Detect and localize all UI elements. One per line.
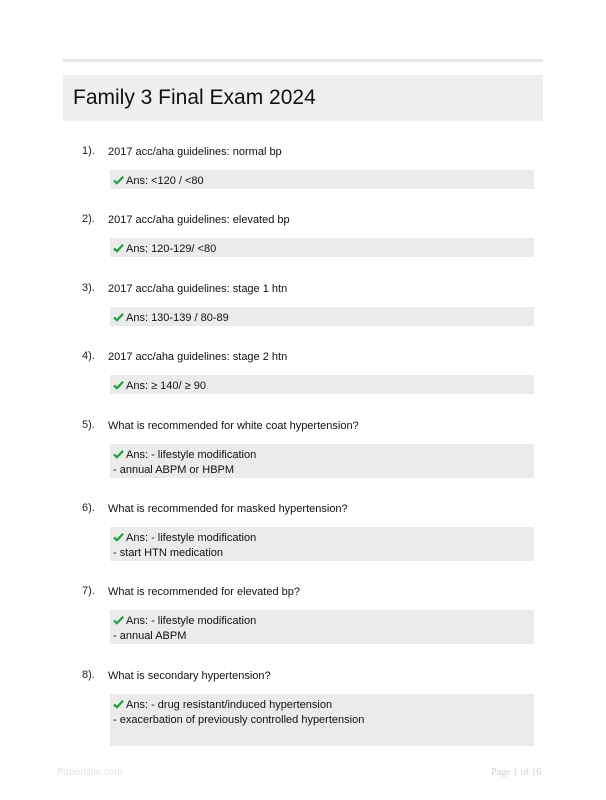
question-text: 2017 acc/aha guidelines: normal bp	[108, 146, 282, 158]
answer-box	[110, 444, 534, 478]
question-number: 6).	[82, 502, 95, 514]
question-number: 2).	[82, 213, 95, 225]
answer-line: Ans: 120-129/ <80	[126, 243, 217, 255]
answer-line: - exacerbation of previously controlled hypertension	[113, 714, 365, 726]
question-text: What is secondary hypertension?	[108, 670, 271, 682]
answer-box	[110, 170, 534, 189]
answer-box	[110, 375, 534, 394]
answer-line: Ans: - lifestyle modification	[126, 532, 257, 544]
question-text: 2017 acc/aha guidelines: stage 2 htn	[108, 351, 288, 363]
footer-page-number: Page 1 of 16	[491, 767, 542, 778]
question-text: What is recommended for masked hypertension?	[108, 503, 348, 515]
question-text: What is recommended for elevated bp?	[108, 586, 300, 598]
answer-line: - start HTN medication	[113, 547, 224, 559]
question-text: 2017 acc/aha guidelines: elevated bp	[108, 214, 290, 226]
answer-box	[110, 610, 534, 644]
question-text: 2017 acc/aha guidelines: stage 1 htn	[108, 283, 288, 295]
answer-line: Ans: - drug resistant/induced hypertension	[126, 699, 333, 711]
question-number: 8).	[82, 669, 95, 681]
answer-box	[110, 694, 534, 746]
question-number: 7).	[82, 585, 95, 597]
question-number: 4).	[82, 350, 95, 362]
question-text: What is recommended for white coat hypertension?	[108, 420, 359, 432]
answer-box	[110, 238, 534, 257]
check-icon	[113, 615, 124, 625]
question-number: 1).	[82, 145, 95, 157]
check-icon	[113, 175, 124, 185]
answer-box	[110, 527, 534, 561]
check-icon	[113, 699, 124, 709]
check-icon	[113, 312, 124, 322]
answer-line: Ans: <120 / <80	[126, 175, 204, 187]
answer-line: Ans: 130-139 / 80-89	[126, 312, 229, 324]
check-icon	[113, 243, 124, 253]
answer-box	[110, 307, 534, 326]
top-divider	[63, 59, 543, 62]
answer-line: Ans: ≥ 140/ ≥ 90	[126, 380, 206, 392]
check-icon	[113, 449, 124, 459]
answer-line: - annual ABPM or HBPM	[113, 464, 235, 476]
check-icon	[113, 532, 124, 542]
title-banner	[63, 75, 543, 121]
footer-site-watermark: Paperlibic.com	[57, 767, 123, 778]
answer-line: Ans: - lifestyle modification	[126, 449, 257, 461]
check-icon	[113, 380, 124, 390]
question-number: 3).	[82, 282, 95, 294]
question-number: 5).	[82, 419, 95, 431]
answer-line: - annual ABPM	[113, 630, 187, 642]
page-title: Family 3 Final Exam 2024	[73, 86, 316, 109]
answer-line: Ans: - lifestyle modification	[126, 615, 257, 627]
